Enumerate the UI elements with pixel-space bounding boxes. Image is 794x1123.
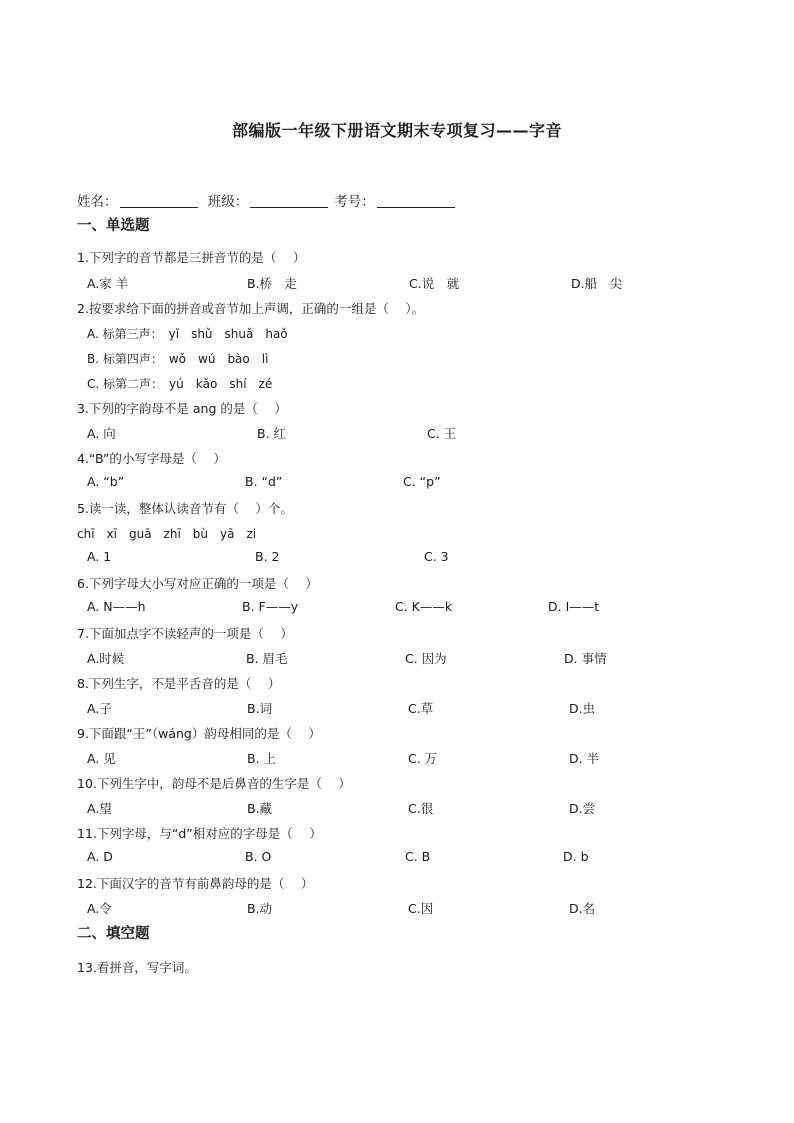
question-stem: 12.下面汉字的音节有前鼻韵母的是（ ） [77,876,314,891]
option-d: D. I——t [548,599,600,614]
option-c: C. “p” [403,474,441,489]
option-a: A. “b” [87,474,125,489]
option-a: A. 1 [87,549,112,564]
option-d: D. b [563,849,589,864]
page-title: 部编版一年级下册语文期末专项复习——字音 [231,121,562,140]
option-c: C. B [405,849,431,864]
question-stem: 7.下面加点字不读轻声的一项是（ ） [77,626,293,641]
question-stem: 9.下面跟“王”（wáng）韵母相同的是（ ） [77,726,321,741]
option-b: B. O [245,849,272,864]
option-b: B. 红 [257,426,287,441]
option-a: A. 向 [87,426,116,441]
option-a: A.时候 [87,651,125,666]
exam-label: 考号： [334,194,375,210]
option-a: A. 标第三声： yǐ shǔ shuǎ haǒ [87,327,288,341]
option-c: C.因 [408,901,434,916]
question-stem: 3.下列的字韵母不是 ang 的是（ ） [77,401,287,416]
exam-blank[interactable] [377,193,455,208]
option-c: C.草 [408,701,434,716]
option-a: A.令 [87,901,112,916]
option-c: C.很 [408,801,434,816]
option-b: B. 眉毛 [246,651,288,666]
question-stem: 6.下列字母大小写对应正确的一项是（ ） [77,576,318,591]
student-info-line [77,190,461,210]
option-b: B.桥 走 [247,276,298,291]
name-label: 姓名： [77,194,118,210]
option-a: A. 见 [87,751,116,766]
option-d: D.船 尖 [571,276,623,291]
option-c: C. K——k [395,599,453,614]
pinyin-list: chī xī guā zhī bù yā zi [77,527,257,541]
question-stem: 2.按要求给下面的拼音或音节加上声调，正确的一组是（ ）。 [77,301,425,316]
option-b: B.词 [247,701,273,716]
option-c: C.说 就 [409,276,460,291]
option-d: D. 事情 [564,651,607,666]
option-b: B. “d” [245,474,283,489]
question-stem: 4.“B”的小写字母是（ ） [77,451,226,466]
option-c: C. 3 [424,549,449,564]
question-stem: 13.看拼音，写字词。 [77,960,197,975]
name-blank[interactable] [120,193,198,208]
option-c: C. 标第二声： yú kǎo shí zé [87,377,273,391]
option-d: D. 半 [569,751,600,766]
class-blank[interactable] [250,193,328,208]
option-b: B.动 [247,901,273,916]
option-c: C. 王 [427,426,457,441]
class-label: 班级： [207,194,249,210]
option-a: A. D [87,849,113,864]
question-stem: 1.下列字的音节都是三拼音节的是（ ） [77,250,306,265]
option-b: B.藏 [247,801,273,816]
option-d: D.名 [569,901,596,916]
option-b: B. 标第四声： wǒ wú bào lì [87,352,269,366]
option-a: A. N——h [87,599,146,614]
option-a: A.望 [87,801,112,816]
option-c: C. 万 [408,751,438,766]
option-d: D.虫 [569,701,596,716]
option-b: B. 上 [247,751,277,766]
question-stem: 11.下列字母，与“d”相对应的字母是（ ） [77,826,322,841]
option-a: A.子 [87,701,112,716]
question-stem: 5.读一读，整体认读音节有（ ）个。 [77,501,293,516]
option-a: A.家 羊 [87,276,129,291]
question-stem: 8.下列生字，不是平舌音的是（ ） [77,676,281,691]
section-heading-single-choice: 一、单选题 [77,218,150,234]
option-c: C. 因为 [405,651,447,666]
option-b: B. F——y [242,599,299,614]
question-stem: 10.下列生字中，韵母不是后鼻音的生字是（ ） [77,776,351,791]
option-b: B. 2 [255,549,280,564]
section-heading-fill-in: 二、填空题 [77,926,150,942]
option-d: D.尝 [569,801,596,816]
